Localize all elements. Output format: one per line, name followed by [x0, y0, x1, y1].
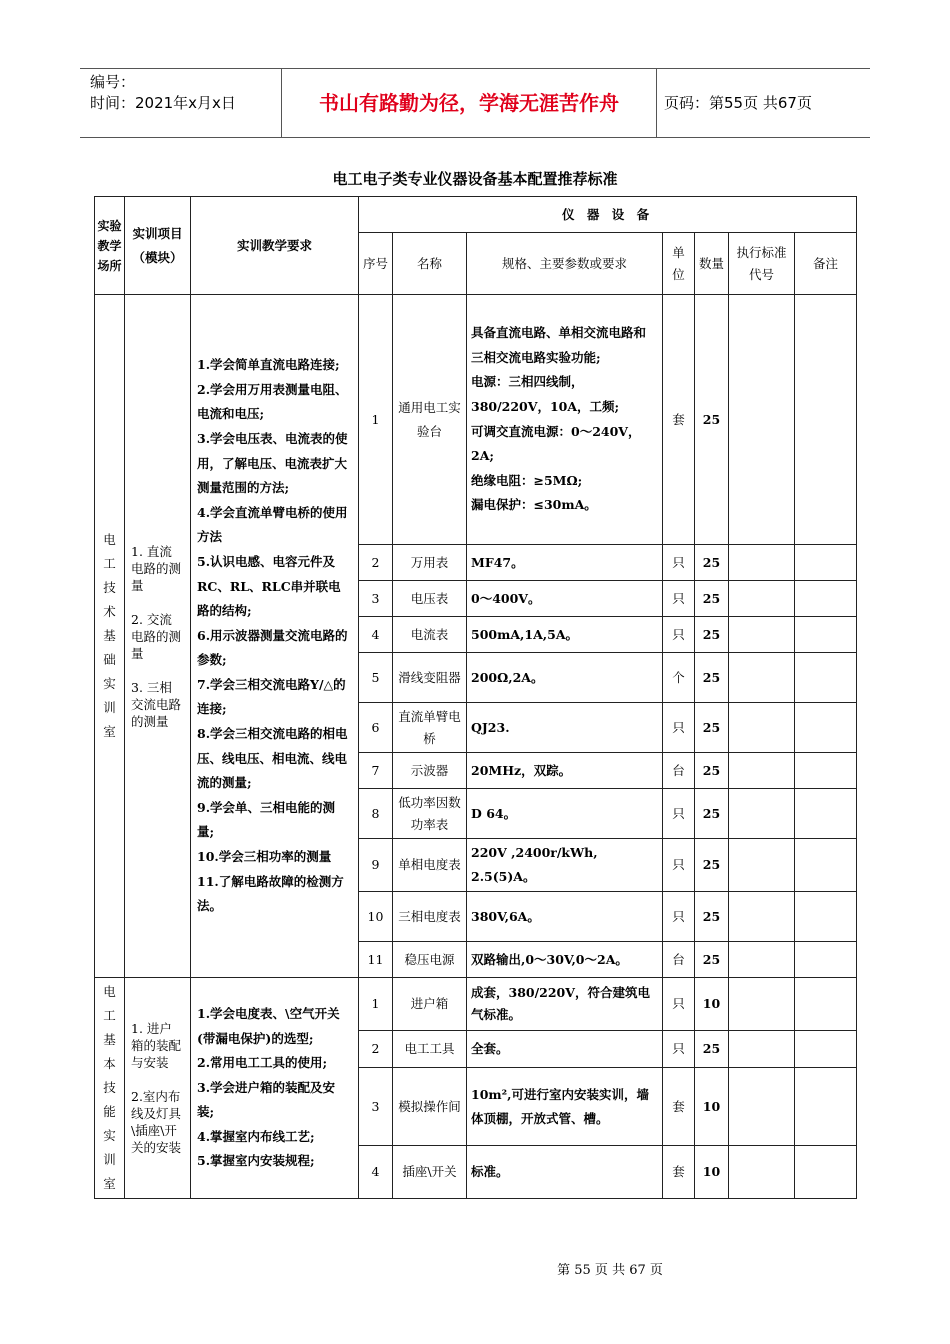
item-no: 10 — [359, 892, 393, 942]
module-cell: 1. 进户箱的装配与安装 2.室内布线及灯具\插座\开关的安装 — [125, 978, 191, 1199]
header-unit: 单位 — [663, 233, 695, 295]
item-spec: 双路输出,0～30V,0～2A。 — [467, 942, 663, 978]
item-name: 进户箱 — [393, 978, 467, 1031]
item-unit: 只 — [663, 892, 695, 942]
item-name: 电压表 — [393, 581, 467, 617]
item-spec: 成套，380/220V，符合建筑电气标准。 — [467, 978, 663, 1031]
header-standard: 执行标准代号 — [729, 233, 795, 295]
item-unit: 套 — [663, 1068, 695, 1146]
item-standard — [729, 581, 795, 617]
goal-cell: 1.学会简单直流电路连接; 2.学会用万用表测量电阻、电流和电压; 3.学会电压表、电流表的使用，了解电压、电流表扩大测量范围的方法; 4.学会直流单臂电桥的使用方法 5.认识电感、电容元件及RC、RL、RLC串并联电路的结构; 6.用示波器测量交流电路的参数; 7.学会三相交流电路Y/△的连接; 8.学会三相交流电路的相电压、线电压、相电流、线电流的测量; 9.学会单、三相电能的测量; 10.学会三相功率的测量 11.了解电路故障的检测方法。 — [191, 295, 359, 978]
item-spec: 200Ω,2A。 — [467, 653, 663, 703]
item-qty: 10 — [695, 1146, 729, 1199]
item-spec: 500mA,1A,5A。 — [467, 617, 663, 653]
document-number-label: 编号： — [90, 73, 136, 91]
header-equipment: 仪 器 设 备 — [359, 197, 857, 233]
goal-cell: 1.学会电度表、\空气开关(带漏电保护)的选型; 2.常用电工工具的使用; 3.学会进户箱的装配及安装; 4.掌握室内布线工艺; 5.掌握室内安装规程; — [191, 978, 359, 1199]
header-qty: 数量 — [695, 233, 729, 295]
document-date-label: 时间：2021年x月x日 — [90, 94, 236, 112]
item-standard — [729, 703, 795, 753]
item-remark — [795, 839, 857, 892]
item-spec: 标准。 — [467, 1146, 663, 1199]
item-spec: 具备直流电路、单相交流电路和三相交流电路实验功能; 电源：三相四线制，380/220V，10A，工频; 可调交直流电源：0～240V，2A; 绝缘电阻：≥5MΩ; 漏电保护：≤30mA。 — [467, 295, 663, 545]
item-remark — [795, 978, 857, 1031]
item-no: 7 — [359, 753, 393, 789]
item-standard — [729, 753, 795, 789]
item-spec: 220V ,2400r/kWh, 2.5(5)A。 — [467, 839, 663, 892]
item-unit: 台 — [663, 753, 695, 789]
item-unit: 套 — [663, 295, 695, 545]
item-remark — [795, 1146, 857, 1199]
item-remark — [795, 295, 857, 545]
item-name: 电流表 — [393, 617, 467, 653]
header-spec: 规格、主要参数或要求 — [467, 233, 663, 295]
item-no: 9 — [359, 839, 393, 892]
item-unit: 只 — [663, 581, 695, 617]
item-no: 3 — [359, 1068, 393, 1146]
item-qty: 25 — [695, 892, 729, 942]
item-standard — [729, 942, 795, 978]
item-name: 万用表 — [393, 545, 467, 581]
table-row — [95, 978, 857, 1031]
item-qty: 25 — [695, 789, 729, 839]
item-unit: 个 — [663, 653, 695, 703]
item-no: 1 — [359, 978, 393, 1031]
item-no: 2 — [359, 545, 393, 581]
item-no: 4 — [359, 1146, 393, 1199]
item-qty: 10 — [695, 978, 729, 1031]
header-meta — [80, 69, 280, 137]
table-row — [95, 295, 857, 545]
item-spec: MF47。 — [467, 545, 663, 581]
header-room: 实验教学场所 — [95, 197, 125, 295]
item-name: 稳压电源 — [393, 942, 467, 978]
header-seq: 序号 — [359, 233, 393, 295]
header-page-number: 页码：第55页 共67页 — [664, 94, 812, 112]
item-standard — [729, 892, 795, 942]
item-remark — [795, 617, 857, 653]
item-standard — [729, 545, 795, 581]
item-no: 8 — [359, 789, 393, 839]
room-cell: 电工技术基础实训室 — [95, 295, 125, 978]
item-unit: 只 — [663, 978, 695, 1031]
item-qty: 25 — [695, 703, 729, 753]
item-standard — [729, 789, 795, 839]
item-spec: 全套。 — [467, 1030, 663, 1068]
item-unit: 只 — [663, 545, 695, 581]
item-name: 模拟操作间 — [393, 1068, 467, 1146]
item-qty: 25 — [695, 545, 729, 581]
item-no: 3 — [359, 581, 393, 617]
item-no: 6 — [359, 703, 393, 753]
item-qty: 10 — [695, 1068, 729, 1146]
item-unit: 只 — [663, 839, 695, 892]
item-name: 三相电度表 — [393, 892, 467, 942]
item-unit: 只 — [663, 617, 695, 653]
item-unit: 只 — [663, 789, 695, 839]
item-remark — [795, 1030, 857, 1068]
item-qty: 25 — [695, 581, 729, 617]
item-qty: 25 — [695, 617, 729, 653]
item-unit: 套 — [663, 1146, 695, 1199]
item-qty: 25 — [695, 295, 729, 545]
equipment-standard-table — [94, 196, 857, 1199]
document-title: 电工电子类专业仪器设备基本配置推荐标准 — [332, 170, 618, 188]
module-cell: 1. 直流电路的测量 2. 交流电路的测量 3. 三相交流电路的测量 — [125, 295, 191, 978]
item-remark — [795, 789, 857, 839]
item-no: 5 — [359, 653, 393, 703]
header-goal: 实训教学要求 — [191, 197, 359, 295]
item-qty: 25 — [695, 1030, 729, 1068]
item-unit: 只 — [663, 703, 695, 753]
item-standard — [729, 617, 795, 653]
item-no: 4 — [359, 617, 393, 653]
item-no: 11 — [359, 942, 393, 978]
item-standard — [729, 1146, 795, 1199]
page-footer: 第 55 页 共 67 页 — [557, 1263, 663, 1278]
item-unit: 只 — [663, 1030, 695, 1068]
header-remark: 备注 — [795, 233, 857, 295]
item-spec: D 64。 — [467, 789, 663, 839]
item-no: 1 — [359, 295, 393, 545]
item-spec: 10m²,可进行室内安装实训，墙体顶棚，开放式管、槽。 — [467, 1068, 663, 1146]
item-name: 单相电度表 — [393, 839, 467, 892]
item-standard — [729, 653, 795, 703]
item-qty: 25 — [695, 942, 729, 978]
page-header — [80, 68, 870, 138]
item-name: 直流单臂电桥 — [393, 703, 467, 753]
item-remark — [795, 892, 857, 942]
item-unit: 台 — [663, 942, 695, 978]
item-remark — [795, 1068, 857, 1146]
item-name: 低功率因数功率表 — [393, 789, 467, 839]
item-standard — [729, 295, 795, 545]
item-spec: 380V,6A。 — [467, 892, 663, 942]
item-remark — [795, 545, 857, 581]
item-name: 插座\开关 — [393, 1146, 467, 1199]
item-spec: 0～400V。 — [467, 581, 663, 617]
room-cell: 电工基本技能实训室 — [95, 978, 125, 1199]
item-remark — [795, 753, 857, 789]
item-standard — [729, 978, 795, 1031]
header-motto: 书山有路勤为径，学海无涯苦作舟 — [281, 69, 657, 137]
item-remark — [795, 653, 857, 703]
item-qty: 25 — [695, 839, 729, 892]
item-name: 示波器 — [393, 753, 467, 789]
item-standard — [729, 1068, 795, 1146]
item-name: 电工工具 — [393, 1030, 467, 1068]
item-standard — [729, 839, 795, 892]
item-remark — [795, 703, 857, 753]
header-name: 名称 — [393, 233, 467, 295]
item-no: 2 — [359, 1030, 393, 1068]
item-remark — [795, 942, 857, 978]
item-spec: 20MHz，双踪。 — [467, 753, 663, 789]
item-name: 滑线变阻器 — [393, 653, 467, 703]
item-standard — [729, 1030, 795, 1068]
item-remark — [795, 581, 857, 617]
item-qty: 25 — [695, 653, 729, 703]
item-spec: QJ23. — [467, 703, 663, 753]
item-name: 通用电工实验台 — [393, 295, 467, 545]
header-module: 实训项目（模块） — [125, 197, 191, 295]
item-qty: 25 — [695, 753, 729, 789]
